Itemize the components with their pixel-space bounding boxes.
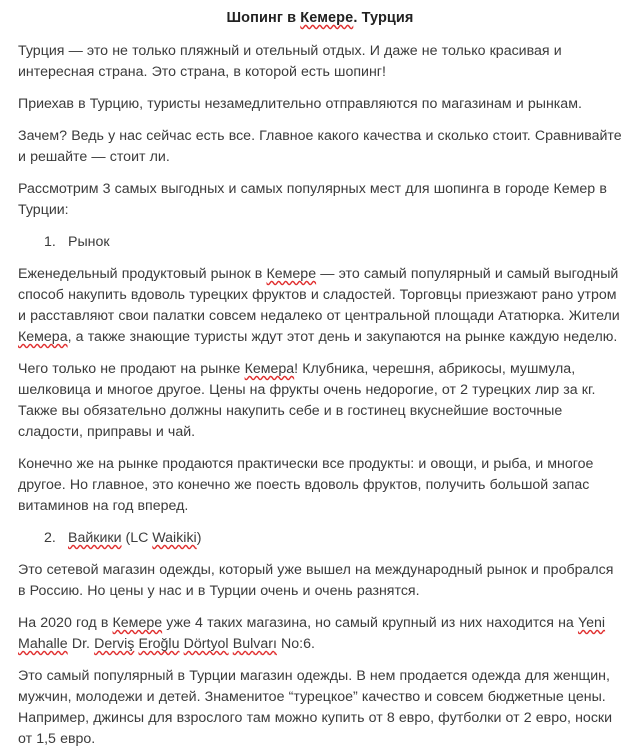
paragraph-store-address [18,613,622,655]
paragraph-overview: Рассмотрим 3 самых выгодных и самых популярных мест для шопинга в городе Кемер в Турции: [18,181,607,218]
address-word-bulvari: Bulvarı [232,636,277,652]
page-title-before: Шопинг в [226,10,301,26]
text-run: No:6. [276,636,315,652]
text-run: , а также знающие туристы ждут этот день и закупаются на рынке каждую неделю. [67,329,618,345]
paragraph-market-description [18,264,622,348]
shopping-place-list-2 [18,528,622,549]
list-marker: 1. [44,234,56,250]
paragraph-market-goods [18,359,622,443]
paragraph-intro: Турция — это не только пляжный и отельный отдых. И даже не только красивая и интересная страна. Это страна, в которой есть шопинг! [18,43,562,80]
text-run: — это самый популярный и самый выгодный способ накупить вдоволь турецких фруктов и сладостей. Торговцы приезжают рано утром и расставляют свои палатки совсем недалеко от центральной площади Ататюрка. Жители [18,266,620,324]
paragraph-arrival: Приехав в Турцию, туристы незамедлительно отправляются по магазинам и рынкам. [18,96,582,112]
address-word-dortyol: Dörtyol [183,636,229,652]
page-title-misspelled-word: Кемере [300,10,354,26]
paragraph-store-prices: Это самый популярный в Турции магазин одежды. В нем продается одежда для женщин, мужчин, молодежи и детей. Знаменитое “турецкое” качество и совсем бюджетные цены. Например, джинсы для взрослого там можно купить от 8 евро, футболки от 2 евро, носки от 1,5 евро. [18,668,613,747]
text-run: ) [196,530,202,546]
misspelled-word-waikiki: Waikiki [152,530,197,546]
text-run: ! Клубника, черешня, абрикосы, мушмула, шелковица и многое другое. Цены на фрукты очень недорогие, от 2 турецких лир за кг. Также вы обязательно должны накупить себе и в гостинец вкуснейшие восточные сладости, приправы и чай. [18,361,596,440]
text-run: На 2020 год в [18,615,113,631]
misspelled-word-kemere: Кемере [112,615,163,631]
list-item [18,528,622,549]
misspelled-word-kemera: Кемера [18,329,68,345]
list-item-label: Рынок [68,234,110,250]
page-title-after: . Турция [353,10,414,26]
page-title [18,8,622,28]
address-word-yeni: Yeni [577,615,606,631]
text-run: Еженедельный продуктовый рынок в [18,266,267,282]
list-item-label [68,528,201,549]
text-run: Чего только не продают на рынке [18,361,245,377]
text-run: уже 4 таких магазина, но самый крупный из них находится на [162,615,578,631]
address-word-dervis: Derviş [94,636,135,652]
text-run: (LC [121,530,153,546]
paragraph-chain-store: Это сетевой магазин одежды, который уже вышел на международный рынок и пробрался в Россию. Но цены у нас и в Турции очень и очень разнятся. [18,562,614,599]
paragraph-market-products: Конечно же на рынке продаются практически все продукты: и овощи, и рыба, и многое другое. Но главное, это конечно же поесть вдоволь фруктов, получить большой запас витаминов на год вперед. [18,456,594,514]
paragraph-why: Зачем? Ведь у нас сейчас есть все. Главное какого качества и сколько стоит. Сравнивайте и решайте — стоит ли. [18,128,622,165]
misspelled-word-vaykiki: Вайкики [68,530,122,546]
shopping-place-list-1 [18,232,622,253]
misspelled-word-kemere: Кемере [266,266,317,282]
list-marker: 2. [44,530,56,546]
misspelled-word-kemera: Кемера [244,361,295,377]
address-word-mahalle: Mahalle [18,636,68,652]
address-word-eroglu: Eroğlu [138,636,180,652]
text-run: Dr. [67,636,95,652]
list-item [18,232,622,253]
